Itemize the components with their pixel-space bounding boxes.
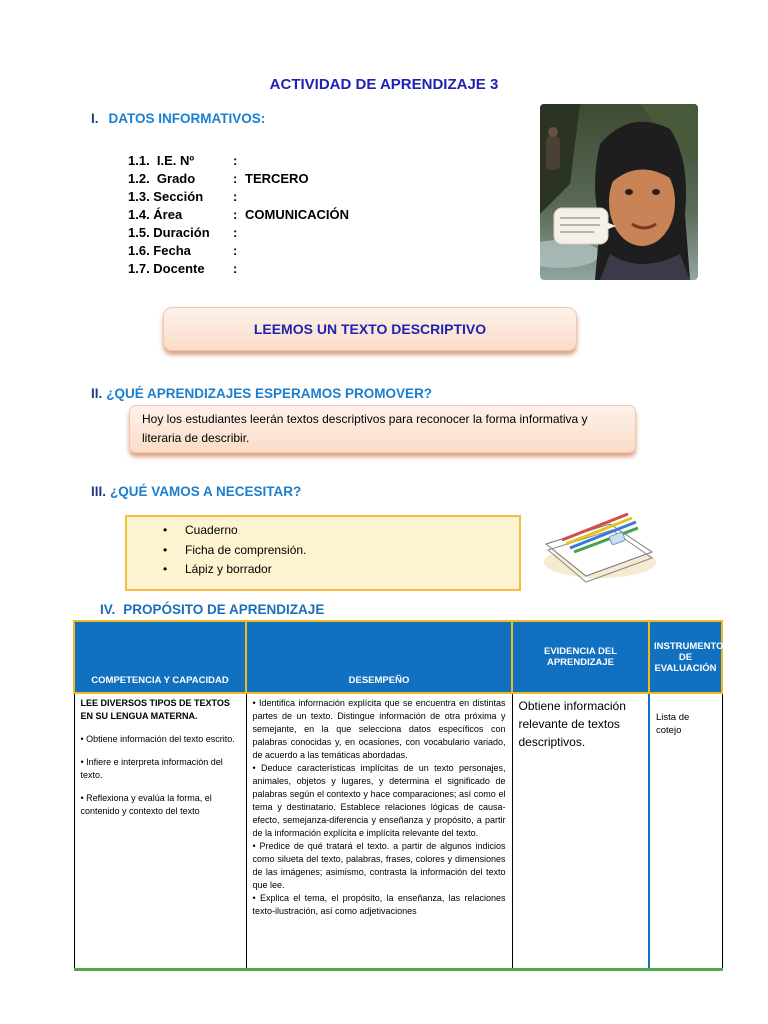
material-label: Lápiz y borrador: [185, 562, 272, 576]
desempeno-item: • Explica el tema, el propósito, la enseñanza, las relaciones texto-ilustración, así como adjetivaciones: [252, 893, 506, 916]
girl-illustration: [540, 104, 698, 280]
datos-label: 1.1. I.E. Nº: [128, 153, 195, 168]
header-evidencia: EVIDENCIA DEL APRENDIZAJE: [512, 621, 649, 693]
material-label: Ficha de comprensión.: [185, 543, 307, 557]
datos-row: [128, 152, 349, 170]
datos-label: 1.7. Docente: [128, 261, 205, 276]
datos-row: [128, 242, 349, 260]
desempeno-cell: [246, 693, 512, 970]
materials-box: [125, 515, 521, 591]
table-row: [74, 693, 722, 970]
datos-row: [128, 188, 349, 206]
bullet: •: [163, 523, 168, 537]
list-item: [163, 543, 307, 557]
table-header-row: [74, 621, 722, 693]
datos-colon: :: [233, 225, 238, 240]
section-2-number: II.: [91, 386, 103, 401]
material-label: Cuaderno: [185, 523, 238, 537]
capacidad-item: • Obtiene información del texto escrito.: [80, 734, 235, 744]
school-supplies-illustration: [540, 504, 658, 584]
datos-label: 1.6. Fecha: [128, 243, 191, 258]
section-3-number: III.: [91, 484, 107, 499]
section-2-title: ¿QUÉ APRENDIZAJES ESPERAMOS PROMOVER?: [106, 386, 433, 401]
datos-row: [128, 224, 349, 242]
datos-colon: :: [233, 171, 238, 186]
datos-colon: :: [233, 207, 238, 222]
desempeno-item: • Deduce características implícitas de un texto personajes, animales, objetos y lugares, y determina el significado de palabras según el contexto y hace comparaciones; así como el tema y destinatario. Establece relaciones lógicas de causa-efecto, semejanza-diferencia y enseñanza y propósito, a partir de la información explícita e implícita relevante del texto.: [252, 763, 506, 838]
datos-colon: :: [233, 243, 238, 258]
section-3-heading: [91, 484, 301, 499]
section-4-number: IV.: [100, 602, 116, 617]
section-4-title: PROPÓSITO DE APRENDIZAJE: [123, 602, 325, 617]
section-1-heading: [91, 111, 265, 126]
desempeno-item: • Identifica información explícita que se encuentra en distintas partes de un texto. Distingue información de otra próxima y semejante, en la que selecciona datos específicos con palabras conocidas y, en ocasiones, con vocabulario variado, de acuerdo a las temáticas abordadas.: [252, 698, 506, 760]
datos-value: COMUNICACIÓN: [245, 207, 349, 222]
datos-value: TERCERO: [245, 171, 309, 186]
activity-banner: LEEMOS UN TEXTO DESCRIPTIVO: [163, 307, 577, 351]
bullet: •: [163, 562, 168, 576]
evidencia-text: Obtiene información relevante de textos descriptivos.: [518, 699, 626, 749]
datos-label: 1.2. Grado: [128, 171, 196, 186]
instrumento-cell: [649, 693, 722, 970]
datos-row: [128, 260, 349, 278]
datos-list: [128, 152, 349, 278]
datos-label: 1.5. Duración: [128, 225, 210, 240]
bullet: •: [163, 543, 168, 557]
section-1-title: DATOS INFORMATIVOS:: [108, 111, 266, 126]
competencia-title: LEE DIVERSOS TIPOS DE TEXTOS EN SU LENGUA MATERNA.: [80, 698, 230, 721]
datos-row: [128, 206, 349, 224]
datos-colon: :: [233, 153, 238, 168]
page-title: ACTIVIDAD DE APRENDIZAJE 3: [269, 76, 499, 93]
evidencia-cell: [512, 693, 649, 970]
instrumento-text: Lista de cotejo: [656, 712, 690, 736]
list-item: [163, 562, 272, 576]
datos-row: [128, 170, 349, 188]
competencia-cell: [74, 693, 246, 970]
section-4-heading: [100, 602, 324, 617]
header-desempeno: DESEMPEÑO: [246, 621, 512, 693]
proposito-table: [73, 620, 723, 971]
list-item: [163, 523, 238, 537]
capacidad-item: • Reflexiona y evalúa la forma, el contenido y contexto del texto: [80, 793, 212, 816]
section-3-title: ¿QUÉ VAMOS A NECESITAR?: [110, 484, 302, 499]
datos-colon: :: [233, 189, 238, 204]
capacidad-item: • Infiere e interpreta información del texto.: [80, 757, 223, 780]
datos-label: 1.3. Sección: [128, 189, 204, 204]
section-2-heading: [91, 386, 432, 401]
header-instrumento: INSTRUMENTO DE EVALUACIÓN: [649, 621, 722, 693]
aprendizajes-box: Hoy los estudiantes leerán textos descriptivos para reconocer la forma informativa y literaria de describir.: [129, 405, 636, 453]
section-1-number: I.: [91, 111, 99, 126]
datos-colon: :: [233, 261, 238, 276]
desempeno-item: • Predice de qué tratará el texto. a partir de algunos indicios como silueta del texto, palabras, frases, colores y dimensiones de las imágenes; asimismo, contrasta la información del texto que lee.: [252, 841, 506, 890]
header-competencia: COMPETENCIA Y CAPACIDAD: [74, 621, 246, 693]
datos-label: 1.4. Área: [128, 207, 183, 222]
